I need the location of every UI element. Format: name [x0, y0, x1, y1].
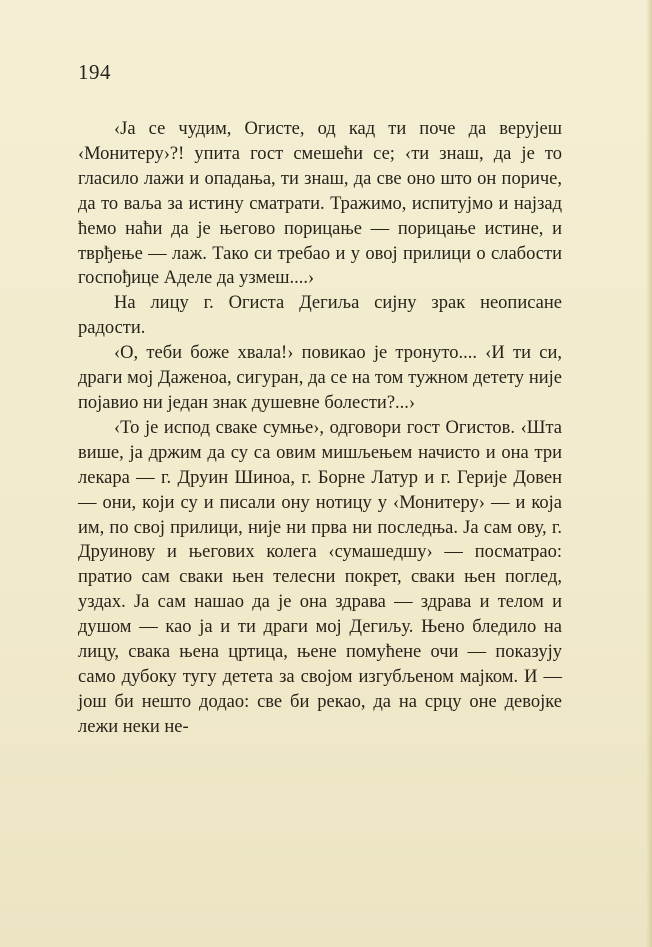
page-edge [646, 0, 652, 947]
page-number: 194 [78, 60, 111, 84]
paragraph-2: На лицу г. Огиста Дегиља сијну зрак неописане радости. [78, 293, 562, 339]
paragraph-4: ‹То је испод сваке сумње›, одговори гост Огистов. ‹Шта више, ја држим да су са овим мишљењем начисто и она три лекара — г. Друин Шиноа, г. Борне Латур и г. Герије Довен — они, који су и писали ону нотицу у ‹Монитеру› — и која им, по свој прилици, није ни прва ни последња. Ја сам ову, г. Друинову и његових колега ‹сумашедшу› — посматрао: пратио сам сваки њен телесни покрет, сваки њен поглед, уздах. Ја сам нашао да је она здрава — здрава и телом и душом — као ја и ти драги мој Дегиљу. Њено бледило на лицу, свака њена цртица, њене помућене очи — показују само дубоку тугу детета за својом изгубљеном мајком. И — још би нешто додао: све би рекао, да на срцу оне девојке лежи неки не- [78, 417, 562, 737]
paragraph-3: ‹О, теби боже хвала!› повикао је тронуто.... ‹И ти си, драги мој Даженоа, сигуран, да се на том тужном детету није појавио ни један знак душевне болести?...› [78, 343, 562, 413]
page-text [78, 117, 562, 740]
paragraph-1: ‹Ја се чудим, Огисте, од кад ти поче да верујеш ‹Монитеру›?! упита гост смешећи се; ‹ти знаш, да је то гласило лажи и опадања, ти знаш, да све оно што он пориче, да то ваља за истину сматрати. Тражимо, испитујмо и најзад ћемо наћи да је његово порицање — порицање истине, и тврђење — лаж. Тако си требао и у овој прилици о слабости госпођице Аделе да узмеш....› [78, 119, 562, 289]
